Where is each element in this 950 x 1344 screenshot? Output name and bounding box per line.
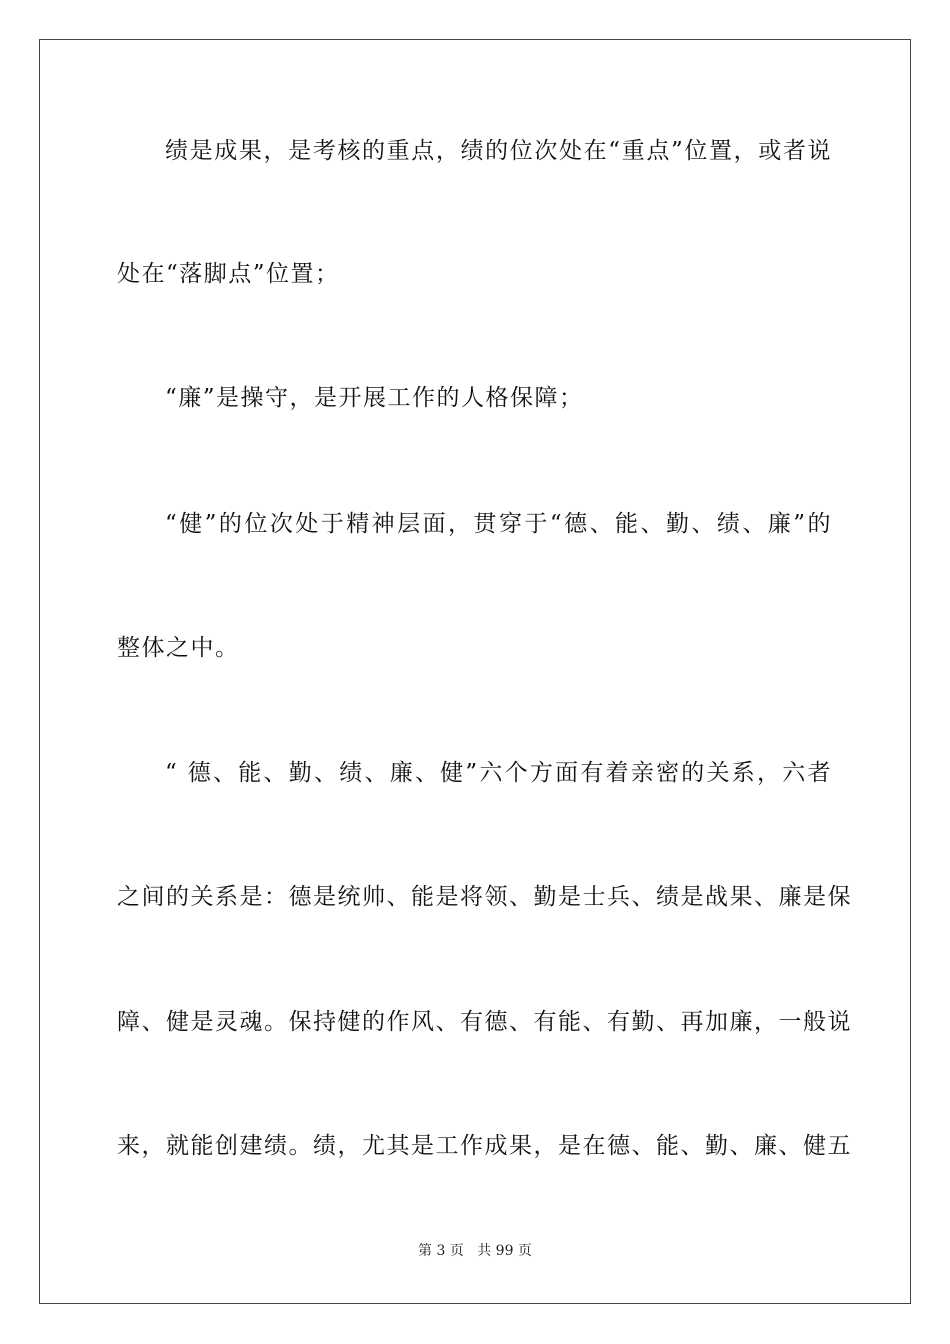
page-number: 第 3 页 bbox=[418, 1243, 464, 1259]
text-line: 障、健是灵魂。保持健的作风、有德、有能、有勤、再加廉，一般说 bbox=[117, 1009, 852, 1035]
text-line: 绩是成果，是考核的重点，绩的位次处在“重点”位置，或者说 bbox=[165, 138, 832, 164]
text-line: 来，就能创建绩。绩，尤其是工作成果，是在德、能、勤、廉、健五 bbox=[117, 1133, 852, 1159]
page-frame bbox=[39, 39, 911, 1304]
text-line: 处在“落脚点”位置； bbox=[117, 261, 340, 287]
page-footer bbox=[0, 1242, 950, 1260]
text-line: “健”的位次处于精神层面，贯穿于“德、能、勤、绩、廉”的 bbox=[165, 511, 832, 537]
text-line: “廉”是操守，是开展工作的人格保障； bbox=[165, 385, 584, 411]
text-line: 之间的关系是：德是统帅、能是将领、勤是士兵、绩是战果、廉是保 bbox=[117, 884, 852, 910]
text-line: “ 德、能、勤、绩、廉、健”六个方面有着亲密的关系，六者 bbox=[165, 760, 832, 786]
page-total: 共 99 页 bbox=[477, 1243, 532, 1259]
text-line: 整体之中。 bbox=[117, 635, 240, 661]
